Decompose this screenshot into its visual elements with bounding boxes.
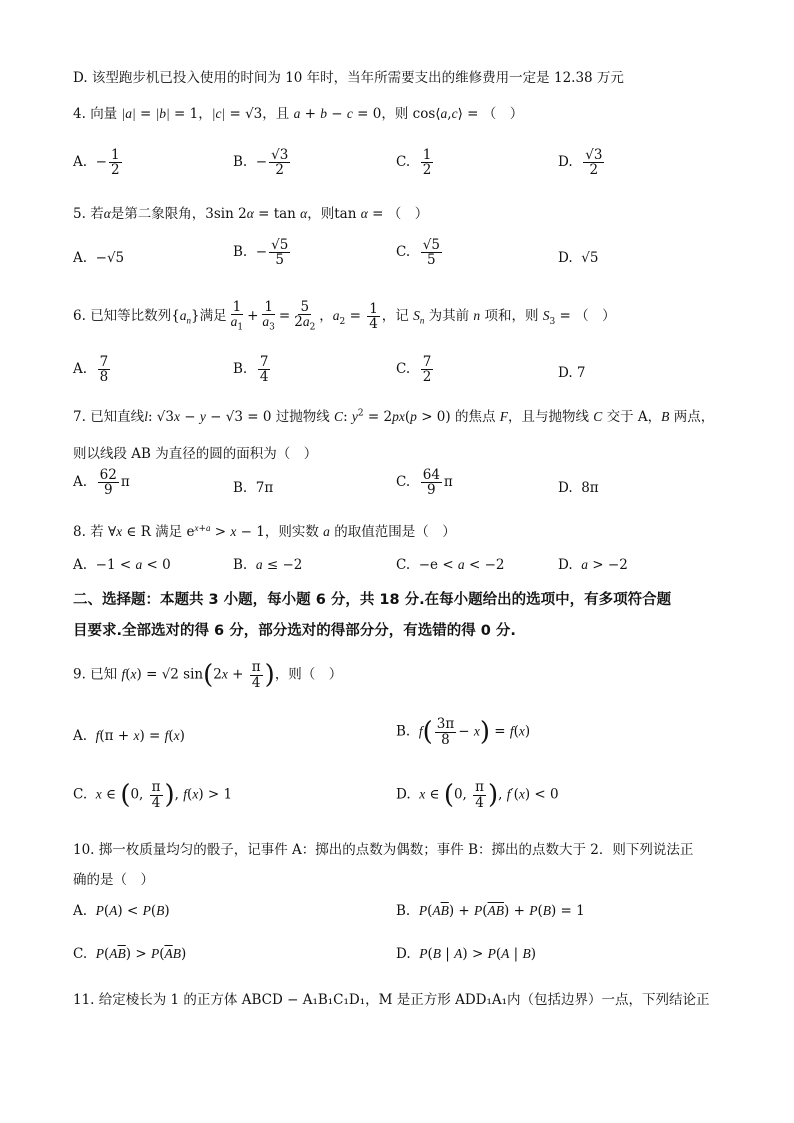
question-9: 9. 已知 f(x) = √2 sin(2x + $\frac{\pi}{4}$ )，则（ ） bbox=[73, 659, 343, 691]
q10-option-b: B. $P(A\overline{B}) + P(\overline{AB}) + P(B) = 1$ bbox=[396, 903, 585, 919]
q5-option-b: B. − $\frac{√5}{5}$ bbox=[233, 237, 289, 269]
q5-option-a: A. −√5 bbox=[73, 250, 125, 266]
question-5: 5. 若α是第二象限角，3sin 2α = tan α，则tan α = （ ） bbox=[73, 206, 429, 222]
q4-option-d: D. $\frac{√3}{2}$ bbox=[558, 147, 603, 179]
q9-option-b: B. f( $\frac{3\pi}{8}$ − x) = f(x) bbox=[396, 716, 531, 748]
question-6: 6. 已知等比数列$\{a_n\}$满足 $\frac{1}{a_1}$ + $\frac{1}{a_3}$ = $\frac{5}{2a_2}$ ，$a_2$ = $\frac{1}{4}$ ，记 $S_n$ 为其前 n 项和，则 $S_3$ = （ ） bbox=[73, 299, 616, 333]
q3-option-d: D. 该型跑步机已投入使用的时间为 10 年时，当年所需要支出的维修费用一定是 12.38 万元 bbox=[73, 70, 624, 86]
question-11: 11. 给定棱长为 1 的正方体 ABCD − A₁B₁C₁D₁，M 是正方形 ADD₁A₁内（包括边界）一点，下列结论正 bbox=[73, 992, 710, 1008]
q4-option-b: B. − $\frac{√3}{2}$ bbox=[233, 147, 289, 179]
q7-option-c: C. $\frac{64}{9}$ π bbox=[396, 467, 453, 499]
q6-option-c: C. $\frac{7}{2}$ bbox=[396, 354, 432, 386]
section-2-heading: 二、选择题：本题共 3 小题，每小题 6 分，共 18 分.在每小题给出的选项中，有多项符合题 bbox=[73, 592, 672, 608]
q7-option-b: B. 7π bbox=[233, 480, 274, 496]
q10-option-a: A. P(A) < P(B) bbox=[73, 903, 170, 919]
q9-option-d: D. x ∈ (0, $\frac{\pi}{4}$ ), f′(x) < 0 bbox=[396, 779, 559, 811]
question-7: 7. 已知直线l: √3x − y − √3 = 0 过抛物线 C: $y^2 = 2px(p > 0)$ 的焦点 F，且与抛物线 C 交于 A，B 两点， bbox=[73, 408, 715, 425]
q9-option-c: C. x ∈ (0, $\frac{\pi}{4}$ ), f(x) > 1 bbox=[73, 779, 233, 811]
question-10: 10. 掷一枚质量均匀的骰子，记事件 A：掷出的点数为偶数；事件 B：掷出的点数大于 2．则下列说法正 bbox=[73, 842, 694, 858]
q6-option-b: B. $\frac{7}{4}$ bbox=[233, 354, 269, 386]
q7-option-d: D. 8π bbox=[558, 480, 599, 496]
q8-option-c: C. −e < a < −2 bbox=[396, 557, 505, 573]
q8-option-b: B. a ≤ −2 bbox=[233, 557, 303, 573]
q6-option-d: D. 7 bbox=[558, 365, 586, 381]
q4-option-a: A. − $\frac{1}{2}$ bbox=[73, 147, 120, 179]
q4-option-c: C. $\frac{1}{2}$ bbox=[396, 147, 432, 179]
q6-option-a: A. $\frac{7}{8}$ bbox=[73, 354, 109, 386]
q9-option-a: A. f(π + x) = f(x) bbox=[73, 728, 185, 744]
q10-option-d: D. P(B | A) > P(A | B) bbox=[396, 946, 537, 962]
q8-option-d: D. a > −2 bbox=[558, 557, 628, 573]
section-2-heading-line2: 目要求.全部选对的得 6 分，部分选对的得部分分，有选错的得 0 分. bbox=[73, 623, 516, 639]
q7-option-a: A. $\frac{62}{9}$ π bbox=[73, 467, 130, 499]
q10-option-c: C. $P(A\overline{B}) > P(\overline{A}B)$ bbox=[73, 946, 187, 962]
q5-option-c: C. $\frac{√5}{5}$ bbox=[396, 237, 440, 269]
q8-option-a: A. −1 < a < 0 bbox=[73, 557, 171, 573]
question-4: 4. 向量 |a| = |b| = 1，|c| = √3，且 a + b − c = 0，则 cos⟨a,c⟩ = （ ） bbox=[73, 106, 524, 122]
question-7-line2: 则以线段 AB 为直径的圆的面积为（ ） bbox=[73, 446, 318, 462]
q5-option-d: D. √5 bbox=[558, 250, 599, 266]
question-8: 8. 若 ∀x ∈ R 满足 $e^{x+a} > x - 1$，则实数 a 的取值范围是（ ） bbox=[73, 522, 456, 540]
question-10-line2: 确的是（ ） bbox=[73, 872, 154, 888]
